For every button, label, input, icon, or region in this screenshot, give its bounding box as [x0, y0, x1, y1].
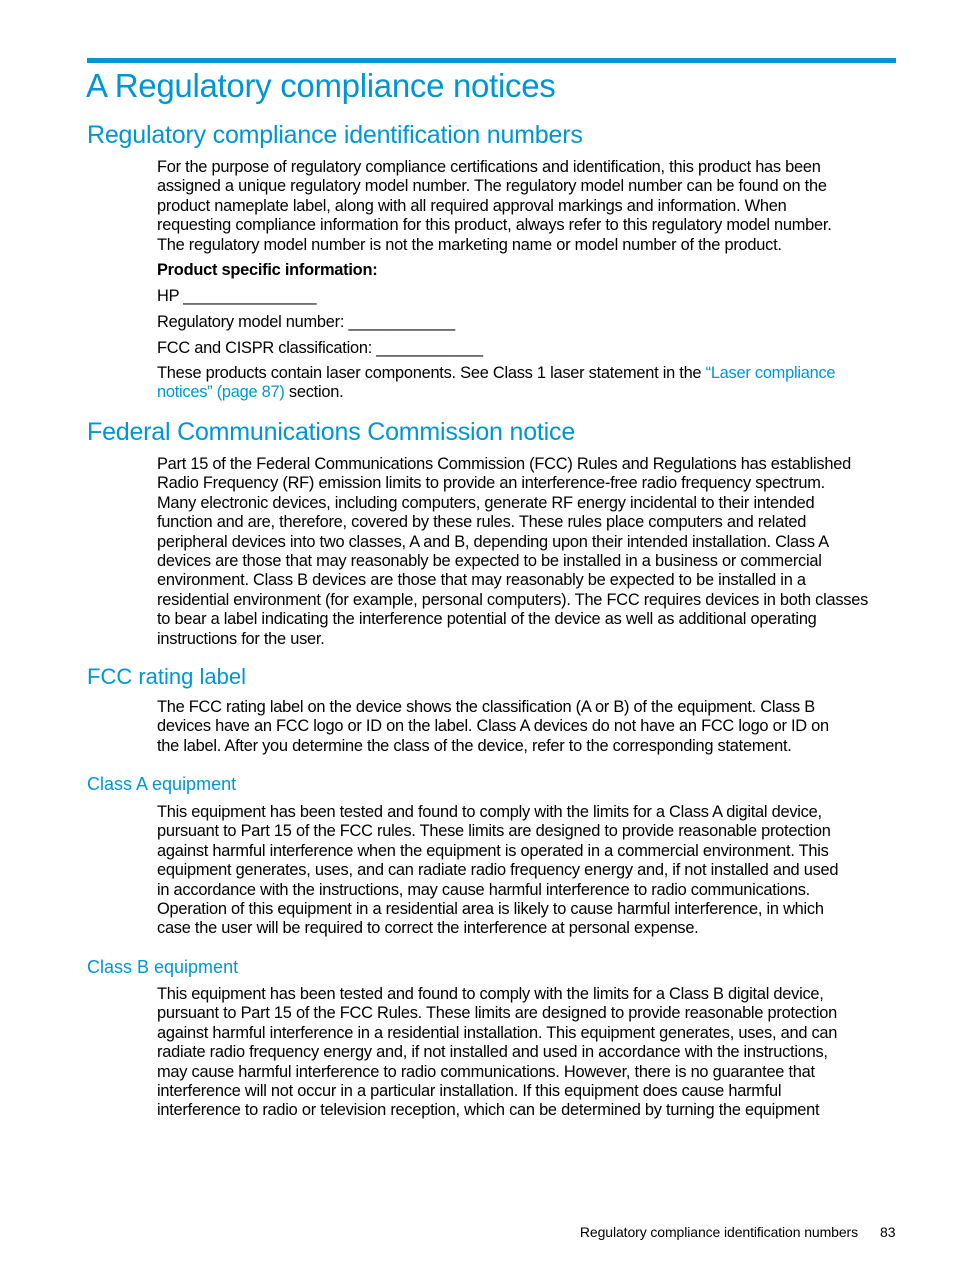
section-heading-reg-id: Regulatory compliance identification numbers [87, 121, 583, 149]
footer-running-title: Regulatory compliance identification numbers [579, 1224, 858, 1240]
section-heading-fcc-rating-label: FCC rating label [87, 664, 246, 689]
chapter-title: A Regulatory compliance notices [86, 67, 556, 104]
laser-notice-prefix: These products contain laser components. See Class 1 laser statement in the [157, 364, 706, 382]
text-line: pursuant to Part 15 of the FCC Rules. These limits are designed to provide reasonable protection [157, 1004, 837, 1023]
text-line: This equipment has been tested and found to comply with the limits for a Class B digital device, [157, 985, 824, 1003]
text-line [157, 383, 897, 402]
text-line: function and are, therefore, covered by these rules. These rules place computers and related [157, 513, 807, 532]
text-line: the label. After you determine the class of the device, refer to the corresponding statement. [157, 736, 792, 755]
text-line: against harmful interference in a residential installation. This equipment generates, uses, and can [157, 1023, 838, 1042]
text-line: assigned a unique regulatory model number. The regulatory model number can be found on the [157, 177, 827, 196]
text-line: radiate radio frequency energy and, if not installed and used in accordance with the instructions, [157, 1043, 828, 1062]
laser-compliance-link[interactable]: “Laser compliance [705, 364, 836, 382]
laser-notice-suffix: section. [284, 383, 344, 402]
text-line: against harmful interference when the equipment is operated in a commercial environment. This [157, 841, 829, 860]
text-line: Part 15 of the Federal Communications Commission (FCC) Rules and Regulations has established [157, 455, 851, 473]
text-line: requesting compliance information for this product, always refer to this regulatory model number. [157, 216, 832, 235]
text-line: case the user will be required to correct the interference at personal expense. [157, 919, 699, 938]
text-line [157, 364, 897, 383]
section-heading-class-a: Class A equipment [87, 774, 237, 794]
text-line: Radio Frequency (RF) emission limits to provide an interference-free radio frequency spectrum. [157, 474, 825, 493]
laser-notice-paragraph [157, 364, 897, 403]
text-line: residential environment (for example, personal computers). The FCC requires devices in both classes [157, 590, 869, 609]
text-line: Many electronic devices, including computers, generate RF energy incidental to their intended [157, 493, 815, 512]
text-line: instructions for the user. [157, 629, 325, 648]
class-b-paragraph [157, 985, 897, 1121]
product-info-label: Product specific information: [157, 261, 378, 279]
text-line: equipment generates, uses, and can radiate radio frequency energy and, if not installed and used [157, 861, 839, 880]
section-heading-fcc: Federal Communications Commission notice [87, 418, 576, 446]
fcc-rating-label-paragraph [157, 698, 897, 756]
text-line: product nameplate label, along with all required approval markings and information. When [157, 196, 787, 215]
text-line: interference will not occur in a particular installation. If this equipment does cause harmful [157, 1082, 782, 1101]
hp-model-field: HP _______________ [157, 287, 317, 305]
text-line: interference to radio or television reception, which can be determined by turning the equipment [157, 1101, 820, 1120]
reg-id-intro-paragraph [157, 158, 897, 255]
regulatory-model-number-field: Regulatory model number: ____________ [157, 313, 455, 331]
text-line: pursuant to Part 15 of the FCC rules. These limits are designed to provide reasonable protection [157, 822, 831, 841]
text-line: This equipment has been tested and found to comply with the limits for a Class A digital device, [157, 803, 822, 821]
text-line: may cause harmful interference to radio communications. However, there is no guarantee that [157, 1062, 815, 1081]
text-line: devices have an FCC logo or ID on the label. Class A devices do not have an FCC logo or ID on [157, 717, 829, 736]
text-line: Operation of this equipment in a residential area is likely to cause harmful interference, in which [157, 900, 824, 919]
text-line: peripheral devices into two classes, A and B, depending upon their intended installation. Class A [157, 532, 829, 551]
text-line: in accordance with the instructions, may cause harmful interference to radio communications. [157, 880, 810, 899]
laser-compliance-link-continued[interactable]: notices” (page 87) [157, 383, 285, 402]
text-line: The regulatory model number is not the marketing name or model number of the product. [157, 235, 782, 254]
page-number: 83 [880, 1224, 896, 1240]
section-heading-class-b: Class B equipment [87, 957, 239, 977]
class-a-paragraph [157, 803, 897, 939]
fcc-notice-paragraph [157, 455, 897, 649]
classification-field: FCC and CISPR classification: ____________ [157, 339, 483, 357]
text-line: devices are those that may reasonably be expected to be installed in a business or commercial [157, 552, 822, 571]
text-line: The FCC rating label on the device shows the classification (A or B) of the equipment. Class B [157, 698, 815, 716]
text-line: to bear a label indicating the interference potential of the device as well as additional operating [157, 610, 817, 629]
text-line: For the purpose of regulatory compliance certifications and identification, this product has been [157, 158, 821, 176]
text-line: environment. Class B devices are those that may reasonably be expected to be installed in a [157, 571, 806, 590]
